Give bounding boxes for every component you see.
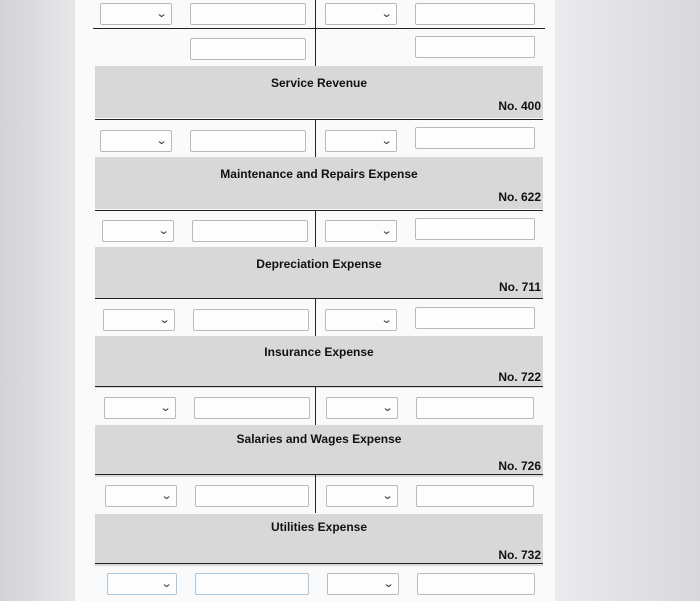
credit-date-select[interactable] xyxy=(326,485,398,507)
chevron-down-icon: ⌄ xyxy=(157,224,170,237)
debit-amount-input[interactable] xyxy=(190,3,306,25)
debit-amount-input[interactable] xyxy=(195,573,309,595)
credit-date-select[interactable] xyxy=(327,573,399,595)
account-header xyxy=(95,247,543,299)
debit-date-select[interactable] xyxy=(100,3,172,25)
debit-date-select[interactable] xyxy=(107,573,177,595)
credit-balance-input[interactable] xyxy=(415,36,535,58)
chevron-down-icon: ⌄ xyxy=(381,401,394,414)
t-account-divider xyxy=(315,475,316,513)
ledger-page xyxy=(75,0,555,601)
credit-date-select[interactable] xyxy=(325,130,397,152)
chevron-down-icon: ⌄ xyxy=(380,313,393,326)
t-account-divider xyxy=(315,299,316,337)
chevron-down-icon: ⌄ xyxy=(155,134,168,147)
chevron-down-icon: ⌄ xyxy=(159,401,172,414)
debit-amount-input[interactable] xyxy=(193,309,309,331)
account-title: Salaries and Wages Expense xyxy=(236,432,402,446)
account-title: Utilities Expense xyxy=(270,520,368,534)
t-account-divider xyxy=(315,120,316,160)
t-account-line xyxy=(95,210,543,211)
account-number: No. 400 xyxy=(498,99,541,113)
account-title: Depreciation Expense xyxy=(256,257,382,271)
credit-date-select[interactable] xyxy=(325,220,397,242)
credit-amount-input[interactable] xyxy=(415,3,535,25)
t-account-line xyxy=(95,298,543,299)
debit-date-select[interactable] xyxy=(103,309,175,331)
debit-amount-input[interactable] xyxy=(194,397,310,419)
credit-amount-input[interactable] xyxy=(415,218,535,240)
account-header xyxy=(95,66,543,118)
credit-amount-input[interactable] xyxy=(416,397,534,419)
debit-balance-input[interactable] xyxy=(190,38,306,60)
account-title: Service Revenue xyxy=(270,76,368,90)
account-number: No. 722 xyxy=(498,370,541,384)
total-line xyxy=(93,28,545,29)
debit-date-select[interactable] xyxy=(105,485,177,507)
chevron-down-icon: ⌄ xyxy=(380,134,393,147)
t-account-divider xyxy=(315,211,316,249)
account-number: No. 726 xyxy=(498,459,541,473)
debit-amount-input[interactable] xyxy=(190,130,306,152)
credit-amount-input[interactable] xyxy=(417,573,535,595)
chevron-down-icon: ⌄ xyxy=(381,489,394,502)
credit-amount-input[interactable] xyxy=(415,307,535,329)
chevron-down-icon: ⌄ xyxy=(382,577,395,590)
account-title: Maintenance and Repairs Expense xyxy=(220,167,418,181)
debit-amount-input[interactable] xyxy=(195,485,309,507)
chevron-down-icon: ⌄ xyxy=(155,7,168,20)
account-title: Insurance Expense xyxy=(264,345,374,359)
t-account-line xyxy=(95,119,543,120)
t-account-divider xyxy=(315,0,316,72)
t-account-line xyxy=(95,386,543,387)
chevron-down-icon: ⌄ xyxy=(160,489,173,502)
chevron-down-icon: ⌄ xyxy=(380,7,393,20)
account-number: No. 711 xyxy=(498,280,541,294)
t-account-line xyxy=(95,563,543,564)
debit-date-select[interactable] xyxy=(104,397,176,419)
debit-amount-input[interactable] xyxy=(192,220,308,242)
credit-date-select[interactable] xyxy=(326,397,398,419)
credit-amount-input[interactable] xyxy=(415,127,535,149)
chevron-down-icon: ⌄ xyxy=(158,313,171,326)
credit-date-select[interactable] xyxy=(325,309,397,331)
t-account-divider xyxy=(315,387,316,425)
debit-date-select[interactable] xyxy=(102,220,174,242)
account-number: No. 732 xyxy=(498,548,541,562)
debit-date-select[interactable] xyxy=(100,130,172,152)
account-header xyxy=(95,336,543,388)
account-number: No. 622 xyxy=(498,190,541,204)
t-account-line xyxy=(95,474,543,475)
account-header xyxy=(95,157,543,209)
chevron-down-icon: ⌄ xyxy=(160,577,173,590)
credit-amount-input[interactable] xyxy=(416,485,534,507)
credit-date-select[interactable] xyxy=(325,3,397,25)
chevron-down-icon: ⌄ xyxy=(380,224,393,237)
